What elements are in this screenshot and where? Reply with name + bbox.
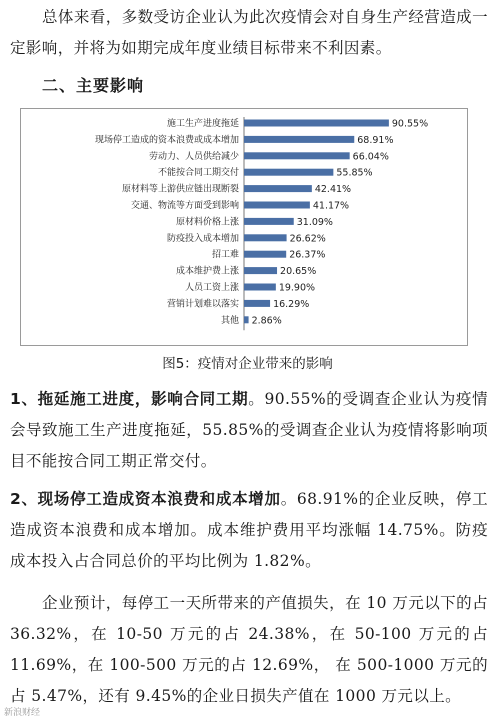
paragraph-3-text: 企业预计，每停工一天所带来的产值损失，在 10 万元以下的占 36.32%，在 10-50 万元的占 24.38%，在 50-100 万元的占 11.69%，在 100-500 万元的占 12.69%， 在 500-1000 万元的占 5.47%，还有 9.45%的企业日损失产值在 1000 万元以上。 — [10, 594, 488, 705]
bar — [244, 300, 270, 307]
category-label: 施工生产进度拖延 — [166, 119, 239, 129]
bar — [244, 136, 354, 143]
paragraph-2 — [10, 484, 488, 577]
bar-chart-svg — [21, 109, 467, 345]
bar — [244, 234, 287, 241]
paragraph-1 — [10, 384, 488, 477]
bar — [244, 169, 333, 176]
value-label: 26.62% — [289, 233, 326, 245]
category-label: 交通、物流等方面受到影响 — [130, 201, 239, 211]
bar — [244, 202, 310, 209]
value-label: 16.29% — [273, 298, 310, 310]
value-label: 20.65% — [280, 266, 317, 278]
category-label: 原材料等上游供应链出现断裂 — [121, 184, 239, 195]
value-label: 31.09% — [296, 216, 333, 228]
value-label: 26.37% — [289, 249, 326, 261]
bar — [244, 284, 276, 291]
bar — [244, 152, 350, 159]
paragraph-2-lead: 2、现场停工造成资本浪费和成本增加 — [10, 490, 281, 508]
value-label: 19.90% — [278, 282, 316, 294]
bar-chart — [20, 108, 468, 346]
value-label: 41.17% — [312, 200, 350, 212]
category-label: 不能按合同工期交付 — [157, 168, 239, 179]
section-heading: 二、主要影响 — [42, 76, 145, 95]
value-label: 66.04% — [352, 151, 389, 163]
value-label: 68.91% — [357, 134, 394, 146]
category-label: 防疫投入成本增加 — [166, 233, 239, 244]
bar — [244, 185, 312, 192]
paragraph-2-text: 。68.91%的企业反映，停工造成资本浪费和成本增加。成本维护费用平均涨幅 14.75%。防疫成本投入占合同总价的平均比例为 1.82%。 — [10, 490, 488, 570]
paragraph-1-text: 。90.55%的受调查企业认为疫情会导致施工生产进度拖延，55.85%的受调查企业认为疫情将影响项目不能按合同工期正常交付。 — [10, 390, 488, 470]
paragraph-3 — [10, 588, 488, 712]
category-label: 招工难 — [211, 250, 239, 261]
intro-paragraph — [10, 2, 488, 64]
category-label: 人员工资上涨 — [184, 283, 239, 293]
value-label: 42.41% — [314, 184, 352, 196]
category-label: 其他 — [220, 315, 239, 326]
value-label: 55.85% — [336, 167, 373, 179]
category-label: 劳动力、人员供给减少 — [148, 151, 239, 162]
category-label: 营销计划难以落实 — [166, 299, 239, 310]
bar — [244, 267, 277, 274]
watermark: 新浪财经 — [4, 708, 41, 718]
bar — [244, 120, 389, 127]
category-label: 现场停工造成的资本浪费或成本增加 — [94, 135, 239, 146]
bar — [244, 316, 249, 323]
value-label: 90.55% — [391, 118, 429, 130]
value-label: 2.86% — [251, 315, 282, 327]
paragraph-1-lead: 1、拖延施工进度，影响合同工期 — [10, 390, 249, 408]
bar — [244, 218, 294, 225]
figure-caption: 图5：疫情对企业带来的影响 — [162, 356, 333, 372]
category-label: 成本维护费上涨 — [175, 266, 239, 277]
category-label: 原材料价格上涨 — [175, 217, 239, 228]
bar — [244, 251, 286, 258]
intro-text: 总体来看，多数受访企业认为此次疫情会对自身生产经营造成一定影响，并将为如期完成年度业绩目标带来不利因素。 — [10, 8, 488, 57]
